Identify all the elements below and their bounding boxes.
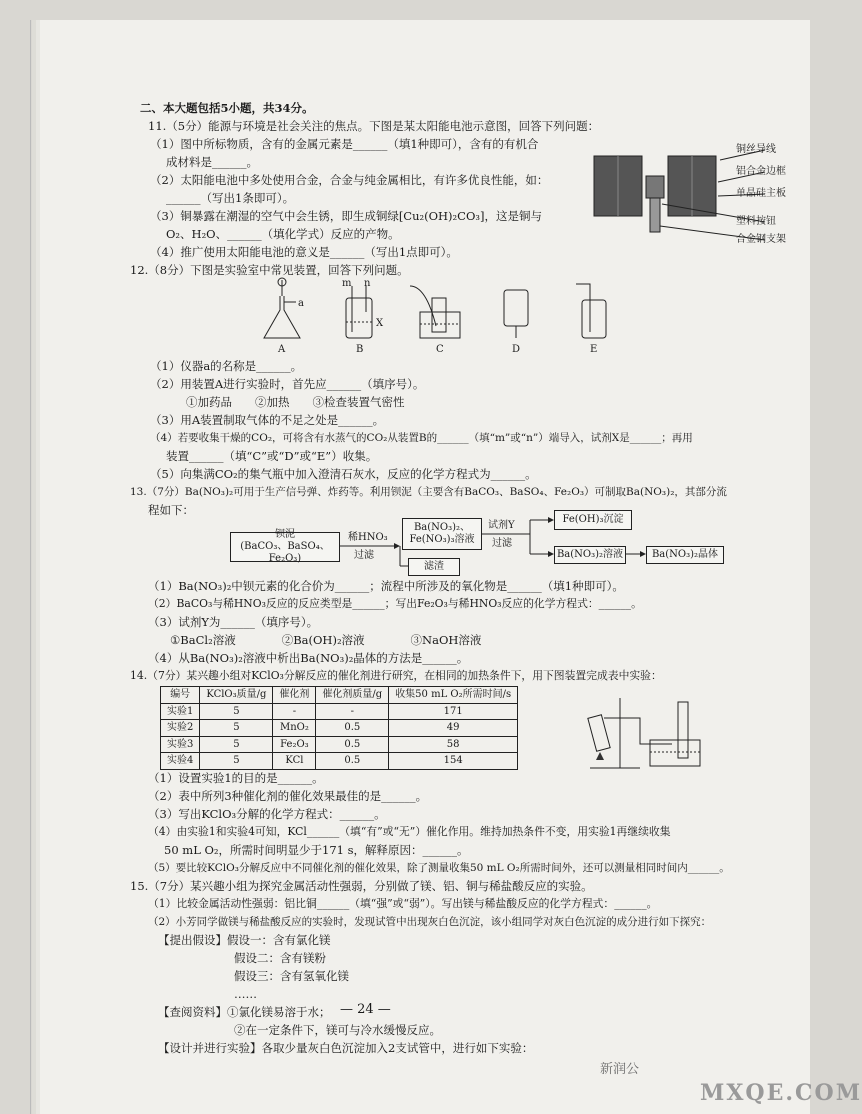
apparatus-label: D (512, 344, 521, 355)
table-header: KClO₃质量/g (200, 687, 273, 704)
q15-line6: …… (234, 987, 257, 1001)
q15-line3: 【提出假设】假设一：含有氯化镁 (158, 933, 331, 947)
q12-line4: （3）用A装置制取气体的不足之处是______。 (150, 413, 385, 427)
q14-line1: （1）设置实验1的目的是______。 (148, 771, 324, 785)
flow-reagent: 试剂Y (488, 520, 515, 531)
q11-line7: （4）推广使用太阳能电池的意义是______（写出1点即可）。 (150, 245, 458, 259)
q12-line1: （1）仪器a的名称是______。 (150, 359, 303, 373)
q13-line1: （1）Ba(NO₃)₂中钡元素的化合价为______；流程中所涉及的氧化物是______（填1种即可）。 (148, 579, 624, 593)
gas-collection-apparatus (580, 694, 710, 774)
q14-line2: （2）表中所列3种催化剂的催化效果最佳的是______。 (148, 789, 428, 803)
q11-line5: （3）铜暴露在潮湿的空气中会生锈，即生成铜绿[Cu₂(OH)₂CO₃]，这是铜与 (150, 209, 542, 223)
q12-stem: 12.（8分）下图是实验室中常见装置，回答下列问题。 (130, 263, 409, 277)
fig-label: 单晶硅主板 (736, 188, 786, 199)
q12-line6: 装置______（填“C”或“D”或“E”）收集。 (166, 449, 378, 463)
watermark-text: 新润公 (600, 1062, 640, 1077)
fig-label: 塑料按钮 (736, 216, 776, 227)
q11-line2: 成材料是______。 (166, 155, 258, 169)
table-row: 实验2 5 MnO₂ 0.5 49 (161, 720, 518, 737)
q15-line8: ②在一定条件下，镁可与冷水缓慢反应。 (234, 1023, 441, 1037)
flow-step: 过滤 (354, 550, 374, 561)
q11-line4: ______（写出1条即可）。 (166, 191, 295, 205)
apparatus-figure (250, 276, 650, 356)
q15-stem: 15.（7分）某兴趣小组为探究金属活动性强弱，分别做了镁、铝、铜与稀盐酸反应的实验。 (130, 879, 593, 893)
flow-box-precipitate: Fe(OH)₃沉淀 (554, 510, 632, 530)
q12-line2: （2）用装置A进行实验时，首先应______（填序号）。 (150, 377, 425, 391)
q12-line7: （5）向集满CO₂的集气瓶中加入澄清石灰水，反应的化学方程式为______。 (150, 467, 537, 481)
q14-line4: （4）由实验1和实验4可知，KCl______（填“有”或“无”）催化作用。维持加热条件不变，用实验1再继续收集 (148, 825, 671, 838)
table-header: 催化剂质量/g (316, 687, 389, 704)
fig-label: 合金钢支架 (736, 234, 786, 245)
q12-line5: （4）若要收集干燥的CO₂，可将含有水蒸气的CO₂从装置B的______（填“m”或“n”）端导入，试剂X是______；再用 (150, 432, 693, 444)
apparatus-mark: n (364, 278, 371, 289)
fig-label: 铜丝导线 (736, 144, 776, 155)
page-number: — 24 — (340, 1002, 391, 1017)
q14-stem: 14.（7分）某兴趣小组对KClO₃分解反应的催化剂进行研究，在相同的加热条件下，用下图装置完成表中实验： (130, 669, 662, 682)
gas-apparatus-diagram (580, 694, 710, 774)
q15-line2: （2）小芳同学做镁与稀盐酸反应的实验时，发现试管中出现灰白色沉淀，该小组同学对灰白色沉淀的成分进行如下探究： (148, 916, 712, 928)
apparatus-label: B (356, 344, 364, 355)
q13-line5: （4）从Ba(NO₃)₂溶液中析出Ba(NO₃)₂晶体的方法是______。 (148, 651, 469, 665)
watermark-logo: MXQE.COM (700, 1080, 862, 1106)
q11-stem: 11.（5分）能源与环境是社会关注的焦点。下图是某太阳能电池示意图，回答下列问题： (148, 119, 600, 133)
apparatus-label: A (278, 344, 286, 355)
flow-box-residue: 滤渣 (408, 558, 460, 576)
flow-box-filtrate: Ba(NO₃)₂、 Fe(NO₃)₃溶液 (402, 518, 482, 550)
table-header: 催化剂 (273, 687, 316, 704)
apparatus-label: C (436, 344, 444, 355)
q13-stem2: 程如下： (148, 503, 194, 517)
q11-line1: （1）图中所标物质，含有的金属元素是______（填1种即可），含有的有机合 (150, 137, 539, 151)
section-title: 二、本大题包括5小题，共34分。 (140, 101, 314, 115)
flow-step: 过滤 (492, 538, 512, 549)
q15-line1: （1）比较金属活动性强弱：铝比铜______（填“强”或“弱”）。写出镁与稀盐酸反应的化学方程式：______。 (148, 897, 658, 910)
table-header: 编号 (161, 687, 200, 704)
experiment-table (160, 686, 518, 770)
flow-box-solution: Ba(NO₃)₂溶液 (554, 546, 626, 564)
q12-line3: ①加药品 ②加热 ③检查装置气密性 (186, 395, 405, 409)
apparatus-mark: m (342, 278, 352, 289)
q13-stem: 13.（7分）Ba(NO₃)₂可用于生产信号弹、炸药等。利用钡泥（主要含有BaCO₃、BaSO₄、Fe₂O₃）可制取Ba(NO₃)₂，其部分流 (130, 486, 727, 498)
q11-line6: O₂、H₂O、______（填化学式）反应的产物。 (166, 227, 400, 241)
q15-line7: 【查阅资料】①氯化镁易溶于水； (158, 1005, 331, 1019)
q14-line3: （3）写出KClO₃分解的化学方程式：______。 (148, 807, 386, 821)
page-stack-edge (30, 20, 31, 1114)
q14-line6: （5）要比较KClO₃分解反应中不同催化剂的催化效果，除了测量收集50 mL O₂所需时间外，还可以测量相同时间内______。 (148, 862, 730, 874)
apparatus-mark: X (376, 318, 384, 329)
apparatus-mark: a (298, 298, 304, 309)
table-row: 实验4 5 KCl 0.5 154 (161, 753, 518, 770)
q14-line5: 50 mL O₂，所需时间明显少于171 s，解释原因：______。 (164, 843, 469, 857)
table-header-row (161, 687, 518, 704)
q15-line9: 【设计并进行实验】各取少量灰白色沉淀加入2支试管中，进行如下实验： (158, 1041, 534, 1055)
table-row: 实验3 5 Fe₂O₃ 0.5 58 (161, 736, 518, 753)
solar-cell-figure (590, 144, 786, 256)
apparatus-label: E (590, 344, 598, 355)
q13-line3: （3）试剂Y为______（填序号）。 (148, 615, 319, 629)
table-header: 收集50 mL O₂所需时间/s (389, 687, 518, 704)
q13-line2: （2）BaCO₃与稀HNO₃反应的反应类型是______；写出Fe₂O₃与稀HNO₃反应的化学方程式：______。 (148, 597, 642, 610)
q15-line4: 假设二：含有镁粉 (234, 951, 326, 965)
q15-line5: 假设三：含有氢氧化镁 (234, 969, 349, 983)
q13-line4: ①BaCl₂溶液 ②Ba(OH)₂溶液 ③NaOH溶液 (170, 633, 482, 647)
page-stack-edge (34, 20, 35, 1114)
fig-label: 铝合金边框 (736, 166, 786, 177)
flow-reagent: 稀HNO₃ (348, 532, 388, 543)
table-row: 实验1 5 - - 171 (161, 703, 518, 720)
flow-box-raw: 钡泥 (BaCO₃、BaSO₄、Fe₂O₃) (230, 532, 340, 562)
flow-box-crystal: Ba(NO₃)₂晶体 (646, 546, 724, 564)
q11-line3: （2）太阳能电池中多处使用合金，合金与纯金属相比，有许多优良性能，如： (150, 173, 549, 187)
